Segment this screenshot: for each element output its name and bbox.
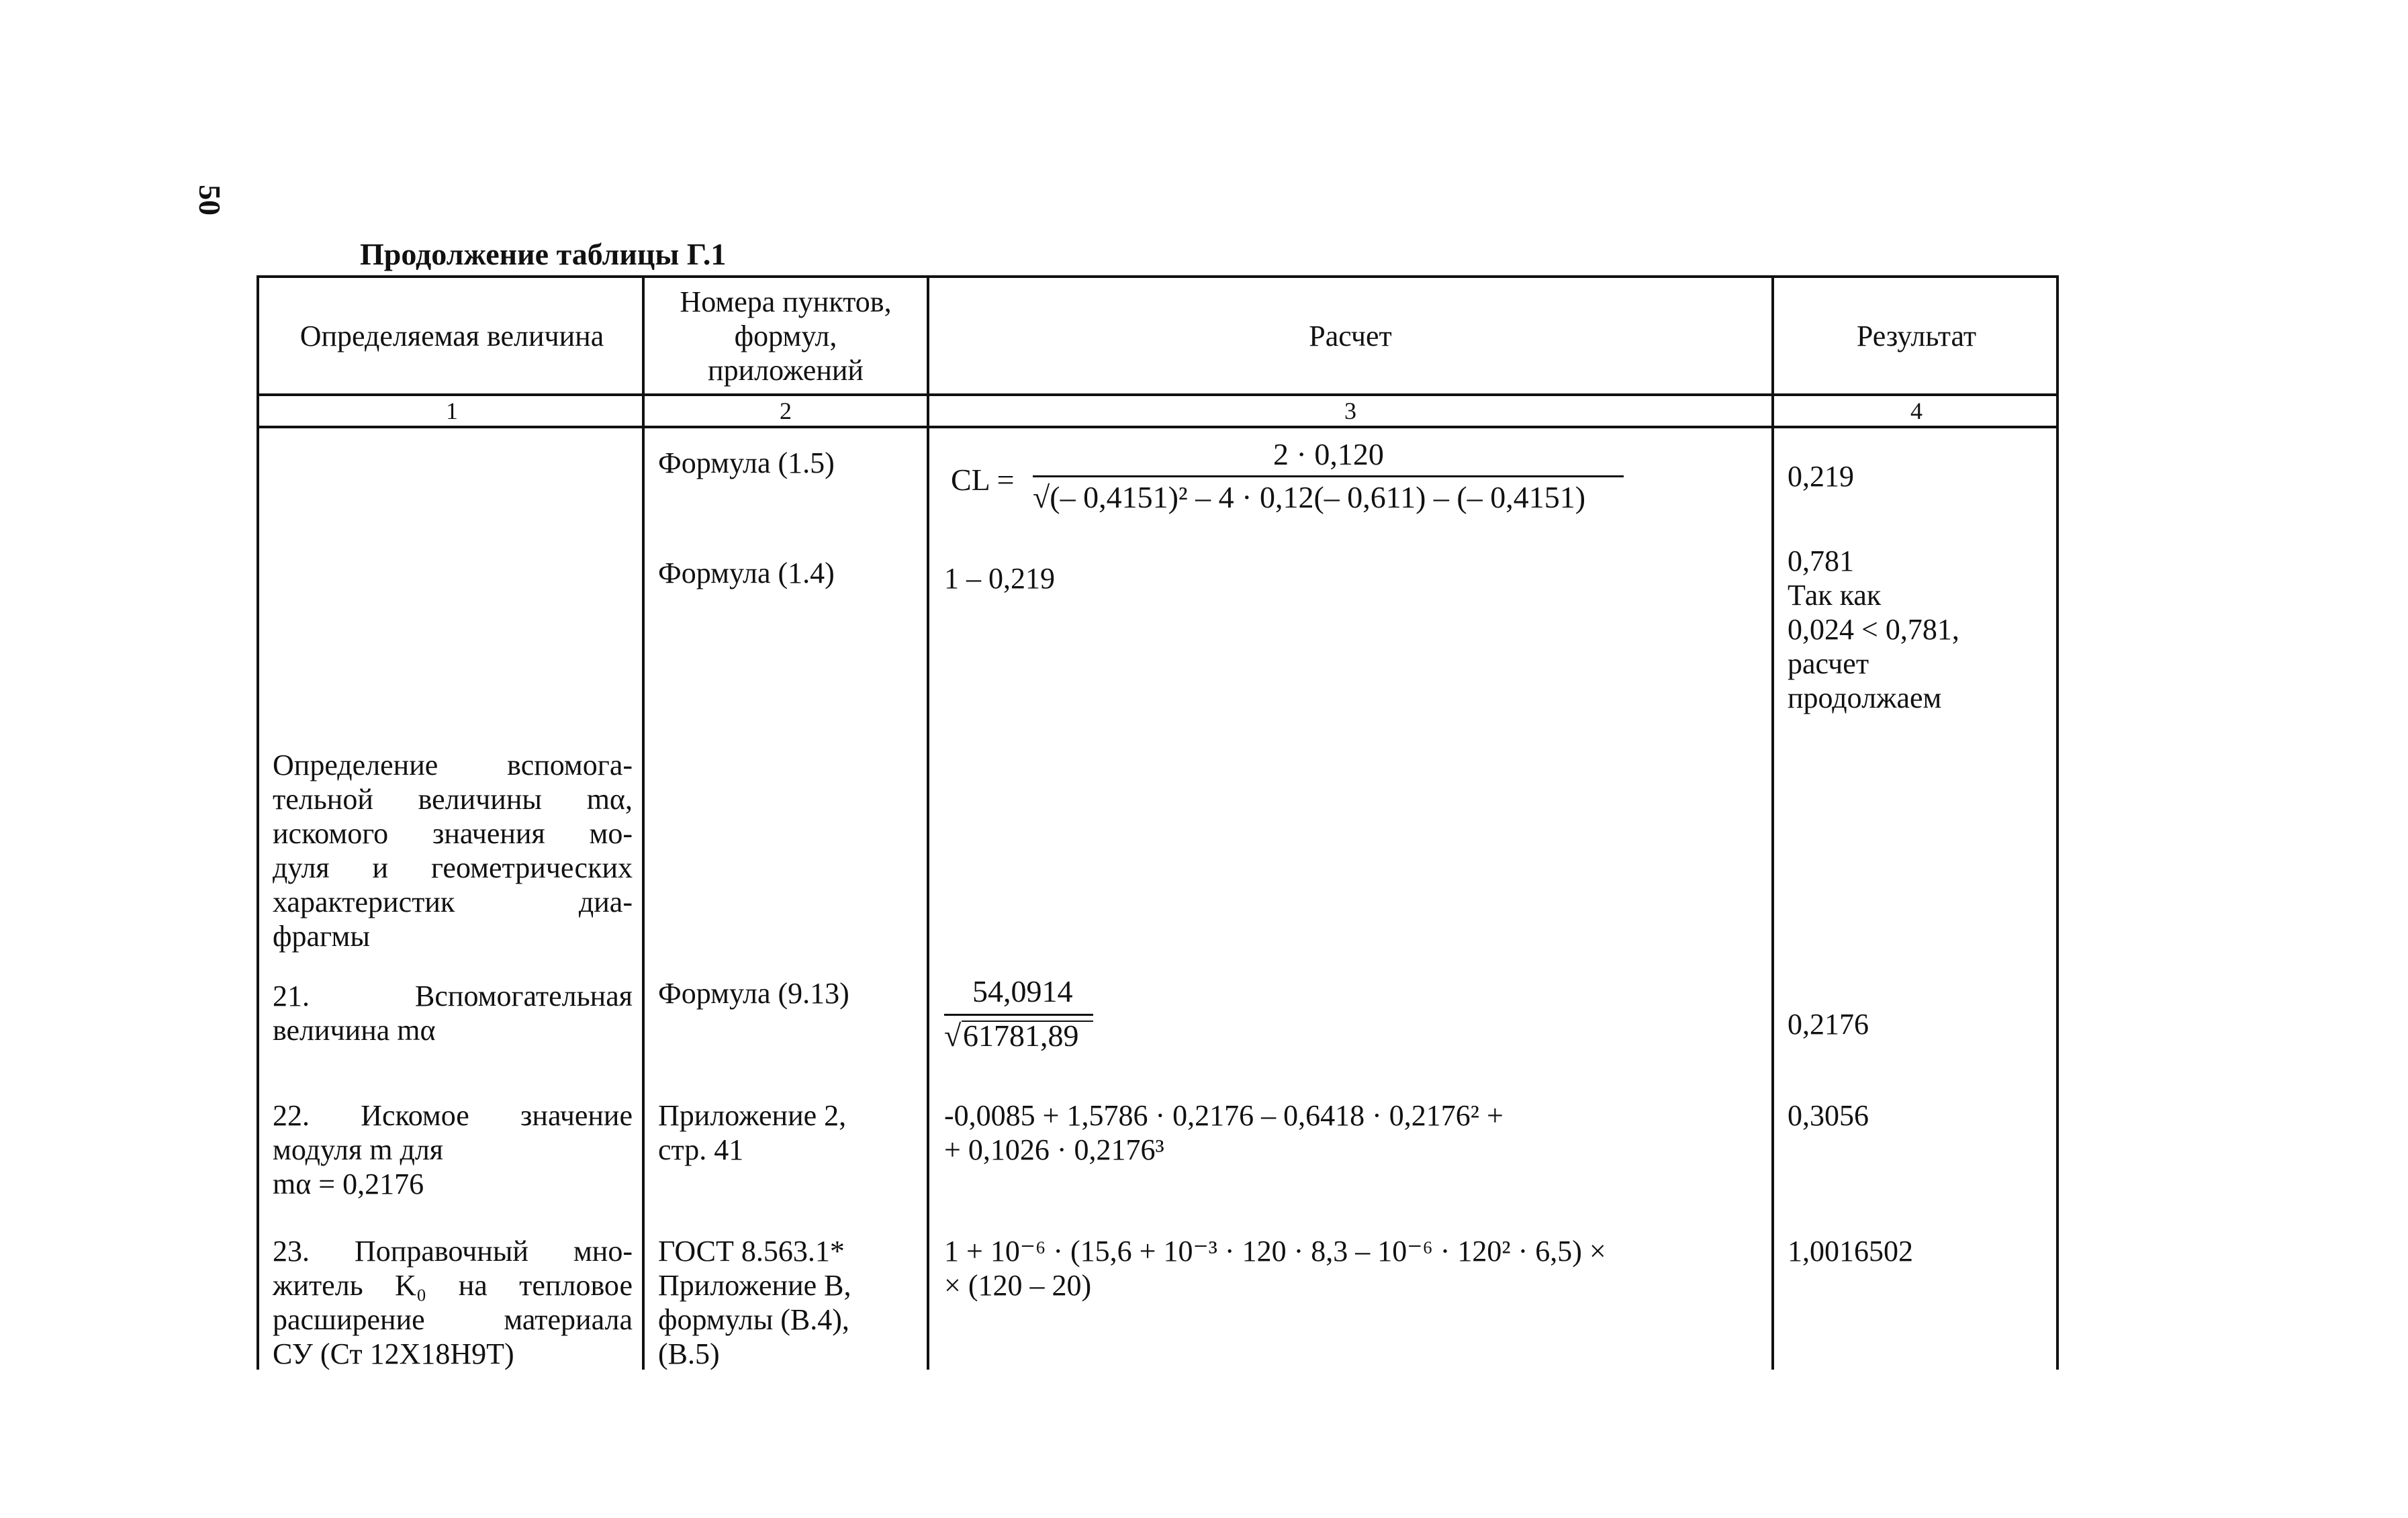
section-line: искомого значения мо- [273, 817, 633, 850]
ref-line: Приложение В, [658, 1269, 851, 1302]
fraction-bar [1033, 475, 1624, 477]
ref-line: ГОСТ 8.563.1* [658, 1235, 845, 1268]
col-number: 3 [1344, 397, 1356, 424]
row-label [273, 1234, 633, 1371]
header-divider [259, 393, 2056, 396]
section-line: характеристик диа- [273, 886, 633, 918]
header-col4: Результат [1856, 319, 1977, 352]
sqrt-sign: √ [944, 1018, 962, 1053]
section-heading [273, 748, 633, 953]
result-line: продолжаем [1788, 681, 1942, 714]
calc-line: + 0,1026 · 0,2176³ [944, 1133, 1164, 1166]
ref-line: Приложение 2, [658, 1099, 847, 1132]
section-line: дуля и геометрических [273, 851, 633, 884]
row-label-line: житель K₀ на тепловое [273, 1269, 633, 1302]
formula-denominator: 61781,89 [963, 1018, 1079, 1053]
row-label-line: СУ (Ст 12Х18Н9Т) [273, 1337, 514, 1370]
formula-ref: Формула (1.4) [658, 557, 835, 589]
row-label-line: модуля m для [273, 1133, 444, 1166]
row-label-line: 22. Искомое значение [273, 1099, 633, 1132]
formula-ref [658, 1234, 851, 1371]
row-label-line: 23. Поправочный мно- [273, 1235, 633, 1268]
formula-numerator: 2 · 0,120 [1273, 437, 1384, 471]
result-line: расчет [1788, 647, 1869, 680]
calc-expression [944, 1234, 1606, 1302]
result-value: 1,0016502 [1788, 1235, 1913, 1268]
column-divider [1771, 278, 1774, 1370]
header-col1: Определяемая величина [299, 319, 604, 352]
header-col2 [645, 278, 927, 393]
page-number: 50 [193, 185, 227, 216]
calc-expression: 1 – 0,219 [944, 562, 1055, 595]
row-label-line: величина mα [273, 1014, 436, 1047]
calc-expression [944, 1098, 1503, 1167]
column-divider [642, 278, 645, 1370]
result-value: 0,219 [1788, 460, 1854, 493]
fraction-bar [944, 1014, 1093, 1016]
col-number: 4 [1910, 397, 1923, 424]
ref-line: (В.5) [658, 1337, 720, 1370]
formula-ref: Формула (9.13) [658, 977, 849, 1010]
section-line: тельной величины mα, [273, 783, 633, 816]
formula-ref [658, 1098, 846, 1167]
row-label-line: расширение материала [273, 1303, 633, 1336]
ref-line: стр. 41 [658, 1133, 744, 1166]
formula-denominator: √(– 0,4151)² – 4 · 0,12(– 0,611) – (– 0,4151) [1033, 480, 1586, 514]
result-value: 0,3056 [1788, 1099, 1869, 1132]
formula-numerator: 54,0914 [972, 974, 1073, 1008]
result-text [1788, 544, 2056, 715]
number-row-divider [259, 426, 2056, 428]
section-line: фрагмы [273, 920, 370, 953]
row-label-line: mα = 0,2176 [273, 1168, 424, 1200]
col-number: 2 [780, 397, 792, 424]
result-line: Так как [1788, 579, 1882, 612]
row-label-line: 21. Вспомогательная [273, 980, 633, 1012]
calc-line: -0,0085 + 1,5786 · 0,2176 – 0,6418 · 0,2176² + [944, 1099, 1503, 1132]
table-title: Продолжение таблицы Г.1 [360, 237, 727, 271]
formula-lhs: CL = [951, 463, 1015, 497]
header-col2-line: Номера пунктов, [680, 285, 892, 318]
row-label [273, 979, 633, 1047]
header-col3: Расчет [1309, 319, 1392, 352]
section-line: Определение вспомога- [273, 749, 633, 781]
result-line: 0,024 < 0,781, [1788, 613, 1959, 646]
header-col2-line: формул, [734, 319, 837, 352]
result-value: 0,2176 [1788, 1008, 1869, 1041]
result-line: 0,781 [1788, 544, 1854, 577]
data-table [257, 275, 2059, 1370]
header-col2-line: приложений [708, 353, 864, 387]
calc-line: × (120 – 20) [944, 1269, 1092, 1302]
formula-ref: Формула (1.5) [658, 446, 835, 479]
column-divider [927, 278, 929, 1370]
ma-formula [944, 974, 1119, 1061]
row-label [273, 1098, 633, 1201]
col-number: 1 [446, 397, 458, 424]
cl-formula [944, 436, 1763, 524]
ref-line: формулы (В.4), [658, 1303, 849, 1336]
calc-line: 1 + 10⁻⁶ · (15,6 + 10⁻³ · 120 · 8,3 – 10⁻⁶ · 120² · 6,5) × [944, 1235, 1606, 1268]
